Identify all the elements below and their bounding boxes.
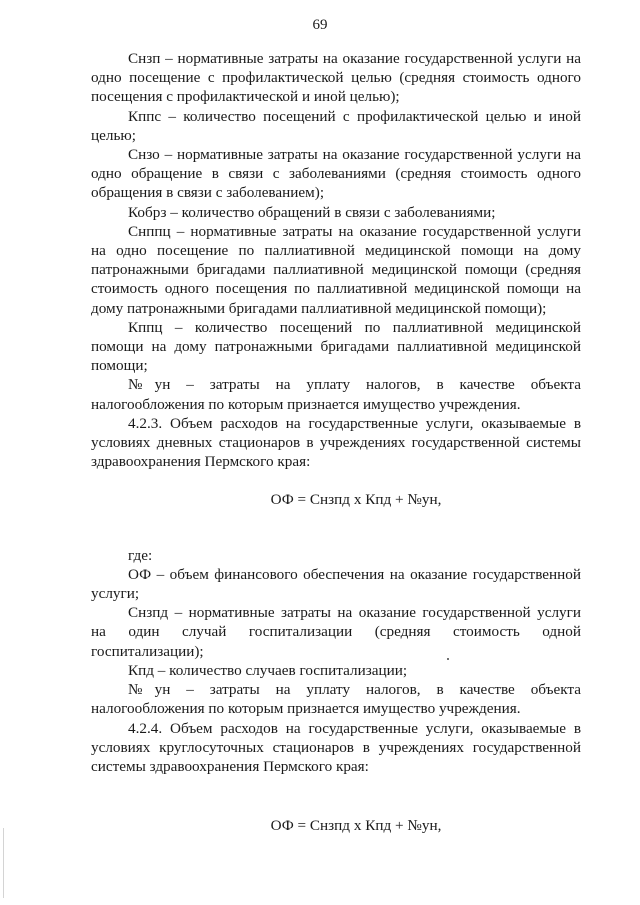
document-body: [91, 49, 581, 835]
paragraph-of: ОФ – объем финансового обеспечения на оказание государственной услуги;: [91, 565, 581, 603]
formula-1: ОФ = Снзпд х Кпд + №ун,: [270, 491, 442, 509]
section-4-2-3: 4.2.3. Объем расходов на государственные услуги, оказываемые в условиях дневных стационаров в учреждениях государственной системы здравоохранения Пермского края:: [91, 414, 581, 471]
paragraph-kpps: Кппс – количество посещений с профилактической целью и иной целью;: [91, 107, 581, 144]
paragraph-kpd: Кпд – количество случаев госпитализации;: [128, 661, 408, 679]
paragraph-snppc: Снппц – нормативные затраты на оказание государственной услуги на одно посещение по паллиативной медицинской помощи на дому патронажными бригадами паллиативной медицинской помощи (средняя стоимость одного посещения по паллиативной медицинской помощи на дому патронажными бригадами паллиативной медицинской помощи);: [91, 222, 581, 317]
paragraph-snzpd: Снзпд – нормативные затраты на оказание государственной услуги на один случай госпитализации (средняя стоимость одной госпитализации);: [91, 604, 581, 660]
scan-edge-mark: [3, 828, 4, 898]
scan-speck: [447, 658, 449, 660]
section-4-2-4: 4.2.4. Объем расходов на государственные услуги, оказываемые в условиях круглосуточных стационаров в учреждениях государственной системы здравоохранения Пермского края:: [91, 719, 581, 775]
paragraph-tax: №ун – затраты на уплату налогов, в качестве объекта налогообложения по которым признается имущество учреждения.: [91, 376, 581, 413]
page-number: 69: [312, 17, 328, 33]
where-label: где:: [128, 546, 153, 564]
paragraph-tax-2: №ун – затраты на уплату налогов, в качестве объекта налогообложения по которым признается имущество учреждения.: [91, 681, 581, 718]
paragraph-kppc: Кппц – количество посещений по паллиативной медицинской помощи на дому патронажными бригадами паллиативной медицинской помощи;: [91, 318, 581, 375]
paragraph-kobrz: Кобрз – количество обращений в связи с заболеваниями;: [128, 203, 496, 221]
paragraph-snzo: Снзо – нормативные затраты на оказание государственной услуги на одно обращение в связи с заболеваниями (средняя стоимость одного обращения в связи с заболеванием);: [91, 146, 581, 202]
paragraph-snzp: Снзп – нормативные затраты на оказание государственной услуги на одно посещение с профилактической целью (средняя стоимость одного посещения с профилактической и иной целью);: [91, 50, 581, 106]
formula-2: ОФ = Снзпд х Кпд + №ун,: [270, 817, 442, 835]
